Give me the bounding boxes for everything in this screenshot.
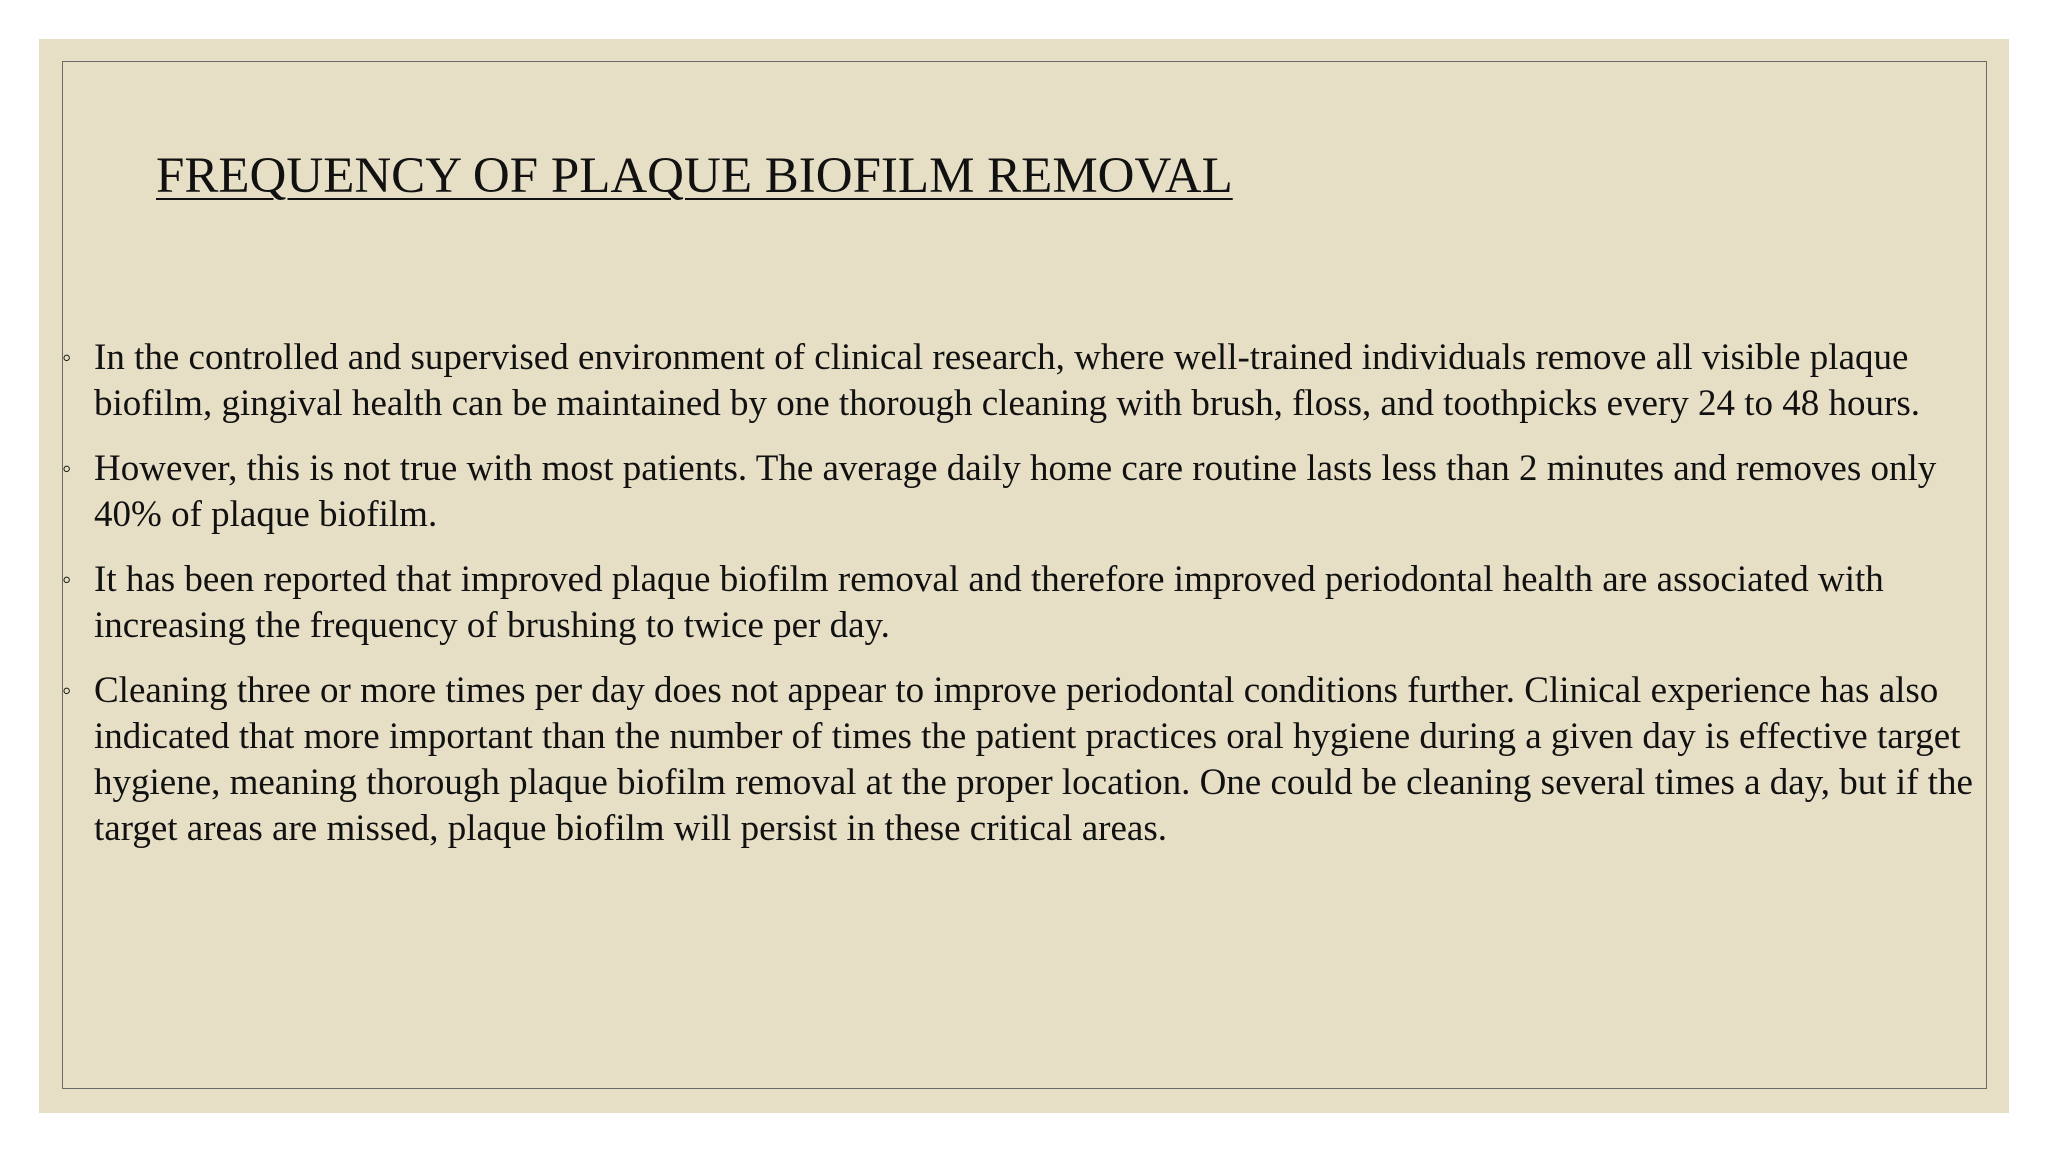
bullet-item	[62, 446, 2002, 538]
bullet-text: Cleaning three or more times per day does not appear to improve periodontal conditions further. Clinical experience has also indicated that more important than the number of times the patient practices oral hygiene during a given day is effective target hygiene, meaning thorough plaque biofilm removal at the proper location. One could be cleaning several times a day, but if the target areas are missed, plaque biofilm will persist in these critical areas.	[94, 670, 1973, 849]
bullet-circle-icon: ◦	[62, 565, 72, 594]
bullet-circle-icon: ◦	[62, 676, 72, 705]
bullet-item	[62, 335, 2002, 427]
bullet-item	[62, 668, 2002, 852]
bullet-text: It has been reported that improved plaque biofilm removal and therefore improved periodontal health are associated with increasing the frequency of brushing to twice per day.	[94, 559, 1884, 646]
bullet-item	[62, 557, 2002, 649]
bullet-list	[62, 335, 2002, 871]
slide-title: FREQUENCY OF PLAQUE BIOFILM REMOVAL	[156, 148, 1233, 204]
bullet-text: In the controlled and supervised environment of clinical research, where well-trained individuals remove all visible plaque biofilm, gingival health can be maintained by one thorough cleaning with brush, floss, and toothpicks every 24 to 48 hours.	[94, 337, 1921, 424]
bullet-circle-icon: ◦	[62, 343, 72, 372]
bullet-text: However, this is not true with most patients. The average daily home care routine lasts less than 2 minutes and removes only 40% of plaque biofilm.	[94, 448, 1937, 535]
bullet-circle-icon: ◦	[62, 454, 72, 483]
